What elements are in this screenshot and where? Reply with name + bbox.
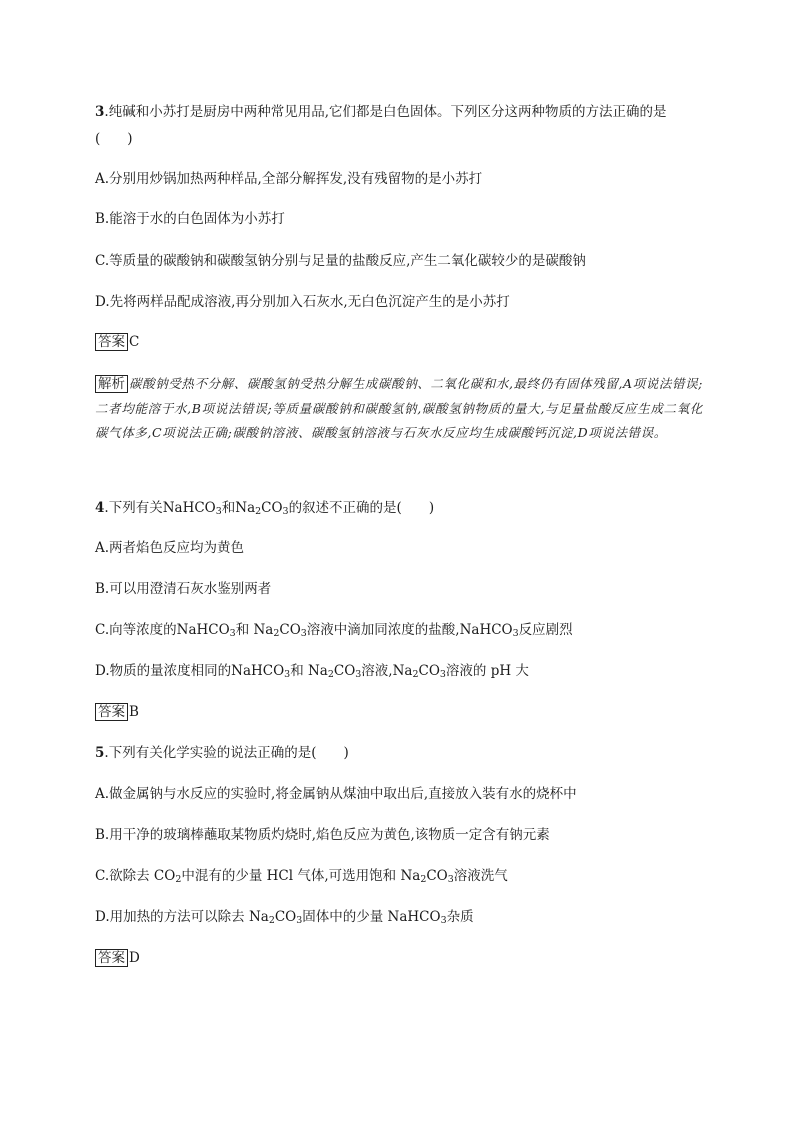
subscript: 2 xyxy=(412,669,419,680)
formula: CO xyxy=(426,868,448,884)
q4-answer xyxy=(95,702,734,722)
subscript: 3 xyxy=(355,669,362,680)
q5-option-b: B.用干净的玻璃棒蘸取某物质灼烧时,焰色反应为黄色,该物质一定含有钠元素 xyxy=(95,827,550,843)
q4-option-c xyxy=(95,620,734,640)
formula: NaHCO xyxy=(176,622,230,638)
subscript: 3 xyxy=(439,669,446,680)
q3-stem xyxy=(95,102,734,122)
subscript: 3 xyxy=(215,506,222,517)
subscript: 3 xyxy=(447,874,454,885)
q3-option-c: C.等质量的碳酸钠和碳酸氢钠分别与足量的盐酸反应,产生二氧化碳较少的是碳酸钠 xyxy=(95,253,586,269)
option-text: D.物质的量浓度相同的 xyxy=(95,663,232,679)
q3-stem-text: .纯碱和小苏打是厨房中两种常见用品,它们都是白色固体。下列区分这两种物质的方法正确的是 xyxy=(104,104,667,120)
q3-analysis xyxy=(95,372,703,446)
formula: Na xyxy=(400,868,421,884)
subscript: 2 xyxy=(327,669,334,680)
option-text: 杂质 xyxy=(446,909,474,925)
option-text: 溶液中滴加同浓度的盐酸, xyxy=(306,622,460,638)
option-text: C.欲除去 CO xyxy=(95,868,176,884)
formula: Na xyxy=(253,622,274,638)
q3-option-b: B.能溶于水的白色固体为小苏打 xyxy=(95,211,285,227)
answer-value: C xyxy=(129,334,140,350)
q5-number: 5 xyxy=(95,745,105,761)
analysis-text: 碳酸钠受热不分解、碳酸氢钠受热分解生成碳酸钠、二氧化碳和水,最终仍有固体残留,A项说法错误;二者均能溶于水,B项说法错误;等质量碳酸钠和碳酸氢钠,碳酸氢钠物质的量大,与足量盐酸反应生成二氧化碳气体多,C项说法正确;碳酸钠溶液、碳酸氢钠溶液与石灰水反应均生成碳酸钙沉淀,D项说法错误。 xyxy=(95,376,703,440)
formula: NaHCO xyxy=(387,909,441,925)
answer-label: 答案 xyxy=(95,333,128,351)
subscript: 3 xyxy=(284,669,291,680)
formula: Na xyxy=(235,500,256,516)
answer-label: 答案 xyxy=(95,949,128,967)
subscript: 3 xyxy=(440,915,447,926)
subscript: 2 xyxy=(420,874,427,885)
q4-option-b: B.可以用澄清石灰水鉴别两者 xyxy=(95,581,272,597)
answer-value: D xyxy=(129,950,140,966)
formula: NaHCO xyxy=(459,622,513,638)
subscript: 3 xyxy=(512,628,519,639)
formula: CO xyxy=(333,663,356,679)
q5-stem xyxy=(95,743,734,763)
formula: NaHCO xyxy=(231,663,285,679)
subscript: 3 xyxy=(282,506,289,517)
option-text: 中混有的少量 HCl 气体,可选用饱和 xyxy=(181,868,401,884)
answer-value: B xyxy=(129,704,139,720)
option-text: 溶液, xyxy=(361,663,393,679)
q4-stem-part: 的叙述不正确的是( ) xyxy=(288,500,435,516)
analysis-label: 解析 xyxy=(95,375,128,393)
formula: Na xyxy=(248,909,269,925)
subscript: 3 xyxy=(229,628,236,639)
option-text: 和 xyxy=(290,663,304,679)
subscript: 3 xyxy=(300,628,307,639)
subscript: 3 xyxy=(296,915,303,926)
option-text: D.用加热的方法可以除去 xyxy=(95,909,249,925)
q4-stem xyxy=(95,498,734,518)
option-text: 溶液的 pH 大 xyxy=(445,663,529,679)
q5-option-d xyxy=(95,907,734,927)
option-text: 固体中的少量 xyxy=(302,909,388,925)
q4-option-a: A.两者焰色反应均为黄色 xyxy=(95,540,245,556)
subscript: 2 xyxy=(273,628,280,639)
subscript: 2 xyxy=(175,874,182,885)
q4-option-d xyxy=(95,661,734,681)
q5-answer xyxy=(95,948,734,968)
formula: CO xyxy=(274,909,297,925)
q3-paren: ( ) xyxy=(95,131,133,147)
formula: CO xyxy=(418,663,440,679)
formula: Na xyxy=(307,663,328,679)
option-text: C.向等浓度的 xyxy=(95,622,177,638)
formula: NaHCO xyxy=(162,500,216,516)
formula: CO xyxy=(261,500,283,516)
q4-number: 4 xyxy=(95,500,105,516)
subscript: 2 xyxy=(268,915,275,926)
q3-option-a: A.分别用炒锅加热两种样品,全部分解挥发,没有残留物的是小苏打 xyxy=(95,171,483,187)
option-text: 反应剧烈 xyxy=(518,622,573,638)
formula: Na xyxy=(392,663,413,679)
q4-stem-part: .下列有关 xyxy=(104,500,163,516)
option-text: 溶液洗气 xyxy=(453,868,508,884)
q5-option-c xyxy=(95,866,734,886)
q5-stem-text: .下列有关化学实验的说法正确的是( ) xyxy=(104,745,349,761)
option-text: 和 xyxy=(235,622,250,638)
subscript: 2 xyxy=(255,506,262,517)
q4-stem-part: 和 xyxy=(221,500,236,516)
q5-option-a: A.做金属钠与水反应的实验时,将金属钠从煤油中取出后,直接放入装有水的烧杯中 xyxy=(95,786,577,802)
formula: CO xyxy=(279,622,301,638)
q3-answer xyxy=(95,332,734,352)
answer-label: 答案 xyxy=(95,703,128,721)
q3-option-d: D.先将两样品配成溶液,再分别加入石灰水,无白色沉淀产生的是小苏打 xyxy=(95,294,510,310)
q3-number: 3 xyxy=(95,104,105,120)
